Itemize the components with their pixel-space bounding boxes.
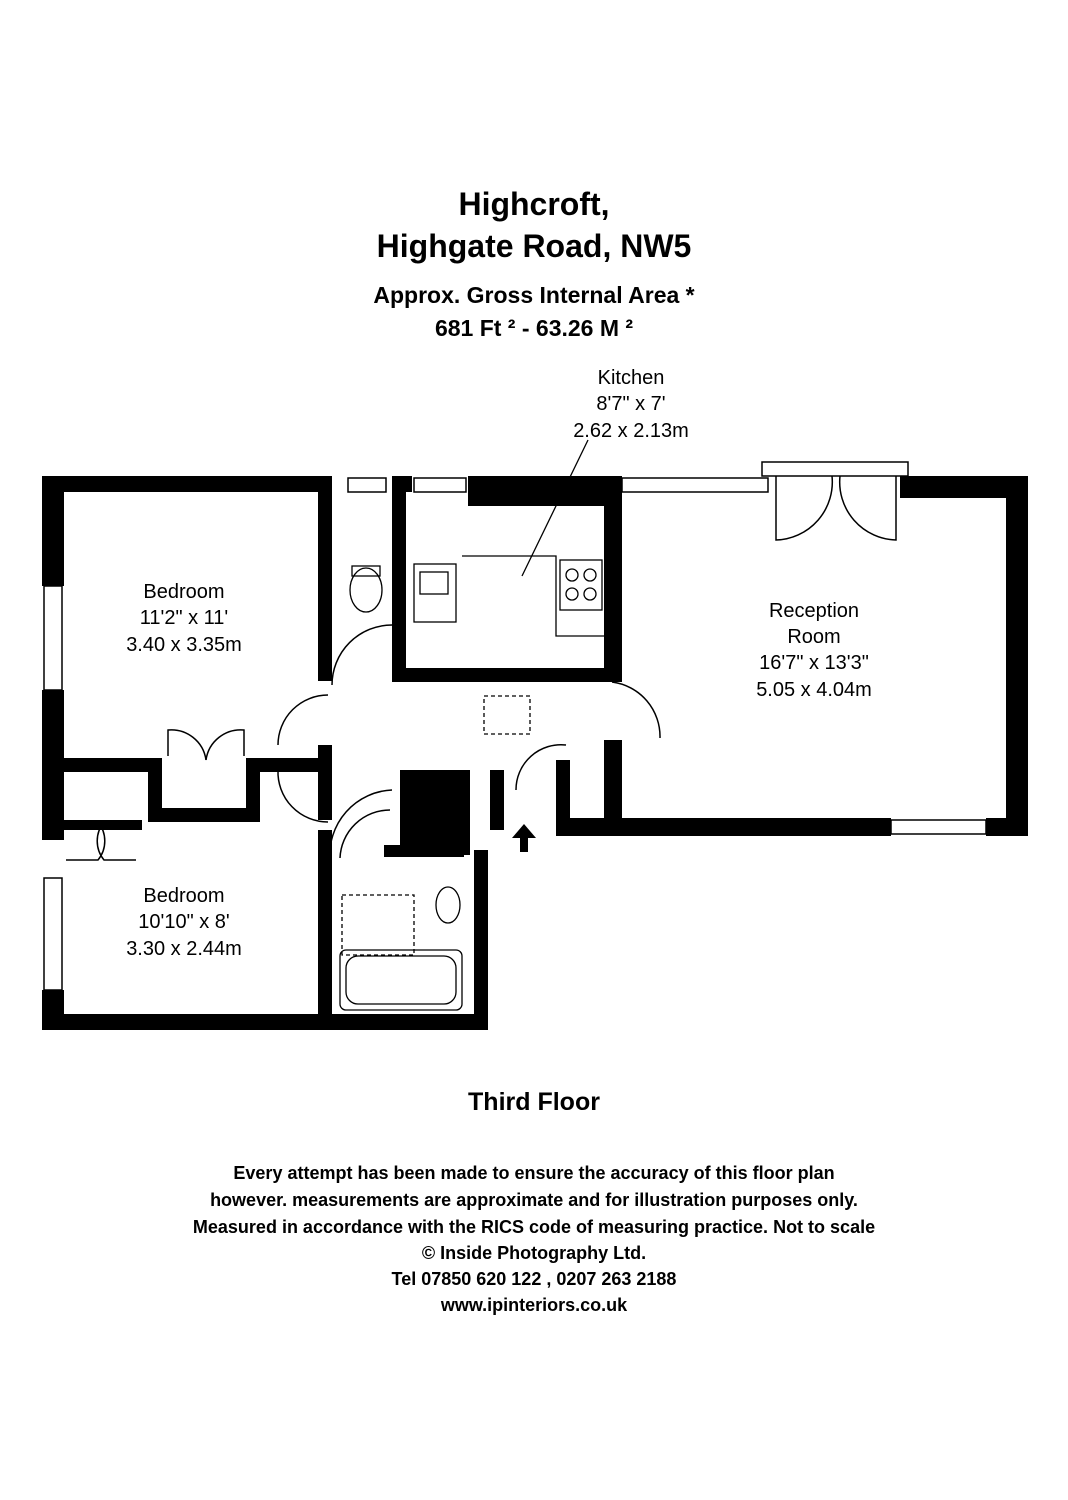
reception-metric: 5.05 x 4.04m (756, 679, 872, 701)
disclaimer-line-2: however. measurements are approximate and for illustration purposes only. (210, 1190, 858, 1210)
toilet-icon (350, 568, 382, 612)
kitchen-metric: 2.62 x 2.13m (573, 420, 689, 442)
bedroom2-imperial: 10'10" x 8' (138, 911, 230, 933)
reception-name-1: Reception (768, 600, 860, 622)
reception-name-2: Room (787, 626, 841, 648)
property-address: Highgate Road, NW5 (376, 228, 692, 264)
disclaimer-line-3: Measured in accordance with the RICS code of measuring practice. Not to scale (192, 1217, 876, 1237)
area-label: Approx. Gross Internal Area * (373, 282, 695, 308)
property-name: Highcroft, (458, 186, 610, 222)
bedroom1-name: Bedroom (143, 581, 225, 603)
kitchen-name: Kitchen (597, 367, 665, 389)
bedroom2-name: Bedroom (143, 885, 225, 907)
telephone: Tel 07850 620 122 , 0207 263 2188 (391, 1269, 677, 1289)
basin-icon (436, 887, 460, 923)
bedroom1-imperial: 11'2" x 11' (139, 607, 229, 629)
kitchen-imperial: 8'7" x 7' (596, 393, 666, 415)
copyright: © Inside Photography Ltd. (421, 1243, 647, 1263)
entrance-arrow-icon (512, 824, 536, 852)
area-value: 681 Ft ² - 63.26 M ² (434, 315, 634, 341)
bedroom1-metric: 3.40 x 3.35m (126, 634, 242, 656)
disclaimer-line-1: Every attempt has been made to ensure the accuracy of this floor plan (233, 1163, 835, 1183)
bath-icon (340, 950, 462, 1010)
floor-label: Third Floor (468, 1088, 600, 1116)
fixtures (340, 440, 604, 1010)
website-link[interactable]: www.ipinteriors.co.uk (440, 1295, 628, 1315)
bedroom2-metric: 3.30 x 2.44m (126, 938, 242, 960)
hob-icon (560, 560, 602, 610)
reception-imperial: 16'7" x 13'3" (759, 652, 869, 674)
